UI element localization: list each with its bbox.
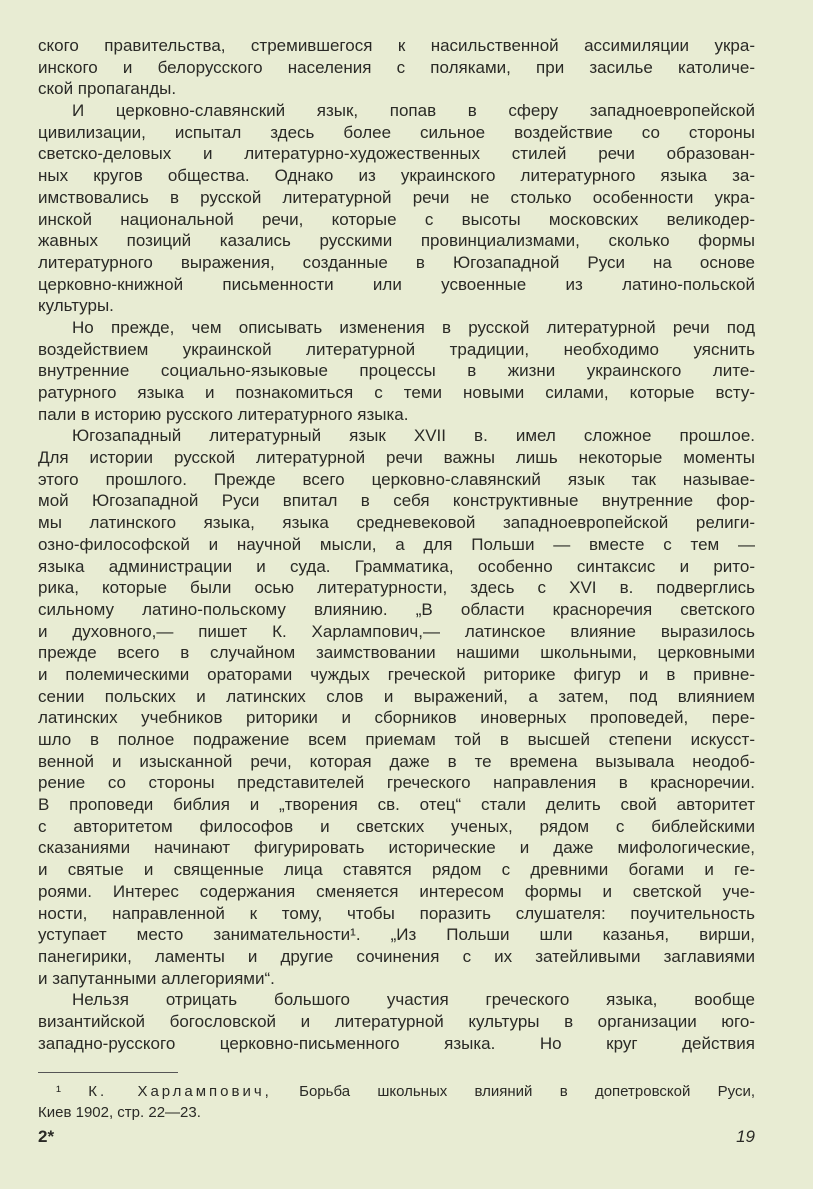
text-line: светско-деловых и литературно-художественных стилей речи образован- — [38, 144, 755, 164]
text-line: внутренние социально-языковые процессы в жизни украинского лите- — [38, 361, 755, 381]
text-line: инской национальной речи, которые с высоты московских великодер- — [38, 209, 755, 229]
text-line: этого прошлого. Прежде всего церковно-славянский язык так называе- — [38, 469, 755, 489]
text-line: Для истории русской литературной речи важны лишь некоторые моменты — [38, 448, 755, 468]
text-line: рение со стороны представителей греческого направления в красноречии. — [38, 773, 755, 793]
text-line: венной и изысканной речи, которая даже в те времена вызывала неодоб- — [38, 751, 755, 771]
text-line: культуры. — [38, 296, 114, 316]
footnote-divider — [38, 1072, 178, 1073]
text-line: В проповеди библия и „творения св. отец“ стали делить свой авторитет — [38, 795, 755, 815]
text-line: и святые и священные лица ставятся рядом с древними богами и ге- — [38, 860, 755, 880]
text-line: с авторитетом философов и светских ученых, рядом с библейскими — [38, 816, 755, 836]
text-line: шло в полное подражение всем приемам той в высшей степени искусст- — [38, 730, 755, 749]
footnote-marker: ¹ — [56, 1083, 61, 1100]
text-line: сильному латино-польскому влиянию. „В области красноречия светского — [38, 599, 755, 619]
text-line: роями. Интерес содержания сменяется интересом формы и светской уче- — [38, 881, 755, 901]
footnote-line-2: Киев 1902, стр. 22—23. — [38, 1104, 201, 1121]
text-line: И церковно-славянский язык, попав в сферу западноевропейской — [72, 101, 755, 121]
text-line: мы латинского языка, языка средневековой западноевропейской религи- — [38, 513, 755, 533]
footnote-author: К. Харлампович, — [88, 1083, 272, 1100]
text-line: воздействием украинской литературной традиции, необходимо уяснить — [38, 339, 755, 359]
signature-mark: 2* — [38, 1127, 55, 1146]
text-line: уступает место занимательности¹. „Из Польши шли казанья, вирши, — [38, 925, 755, 945]
text-line: жавных позиций казались русскими провинциализмами, сколько формы — [38, 231, 755, 251]
text-line: ных кругов общества. Однако из украинского литературного языка за- — [38, 166, 755, 186]
paragraph — [38, 989, 755, 1054]
paragraph — [38, 35, 755, 100]
text-line: и духовного,— пишет К. Харлампович,— латинское влияние выразилось — [38, 621, 755, 641]
text-line: западно-русского церковно-письменного языка. Но круг действия — [38, 1033, 755, 1053]
text-line: языка администрации и суда. Грамматика, особенно синтаксис и рито- — [38, 556, 755, 576]
paragraph — [38, 100, 755, 317]
page-number: 19 — [736, 1127, 755, 1146]
text-line: озно-философской и научной мысли, а для Польши — вместе с тем — — [38, 534, 755, 554]
text-line: мой Югозападной Руси впитал в себя конструктивные внутренние фор- — [38, 491, 755, 511]
text-line: прежде всего в случайном заимствовании нашими школьными, церковными — [38, 643, 755, 663]
footnote-line-1 — [38, 1081, 755, 1102]
text-line: и запутанными аллегориями“. — [38, 968, 275, 988]
text-line: Нельзя отрицать большого участия греческого языка, вообще — [72, 990, 755, 1010]
text-line: сказаниями начинают фигурировать исторические и даже мифологические, — [38, 838, 755, 858]
text-line: Но прежде, чем описывать изменения в русской литературной речи под — [72, 317, 755, 337]
text-line: церковно-книжной письменности или усвоенные из латино-польской — [38, 274, 755, 294]
text-line: сении польских и латинских слов и выражений, а затем, под влиянием — [38, 686, 755, 706]
text-line: латинских учебников риторики и сборников иноверных проповедей, пере- — [38, 708, 755, 728]
text-line: цивилизации, испытал здесь более сильное воздействие со стороны — [38, 122, 755, 142]
text-line: пали в историю русского литературного языка. — [38, 404, 409, 424]
footnote-title: Борьба школьных влияний в допетровской Руси, — [299, 1083, 755, 1100]
text-line: ского правительства, стремившегося к насильственной ассимиляции укра- — [38, 36, 755, 55]
text-line: панегирики, ламенты и другие сочинения с их затейливыми заглавиями — [38, 946, 755, 966]
text-line: византийской богословской и литературной культуры в организации юго- — [38, 1011, 755, 1031]
text-line: литературного выражения, созданные в Югозападной Руси на основе — [38, 252, 755, 272]
body-text — [38, 35, 755, 1054]
text-line: ратурного языка и познакомиться с теми новыми силами, которые всту- — [38, 383, 755, 402]
footnote — [38, 1081, 755, 1123]
text-line: имствовались в русской литературной речи не столько особенности укра- — [38, 187, 755, 207]
paragraph — [38, 425, 755, 989]
paragraph — [38, 317, 755, 425]
text-line: и полемическими ораторами чуждых греческой риторике фигур и в привне- — [38, 664, 755, 684]
text-line: ской пропаганды. — [38, 79, 177, 99]
text-line: инского и белорусского населения с поляками, при засилье католиче- — [38, 57, 755, 77]
text-line: ности, направленной к тому, чтобы поразить слушателя: поучительность — [38, 903, 755, 923]
text-line: Югозападный литературный язык XVII в. имел сложное прошлое. — [72, 426, 755, 446]
text-line: рика, которые были осью литературности, здесь с XVI в. подверглись — [38, 578, 755, 598]
